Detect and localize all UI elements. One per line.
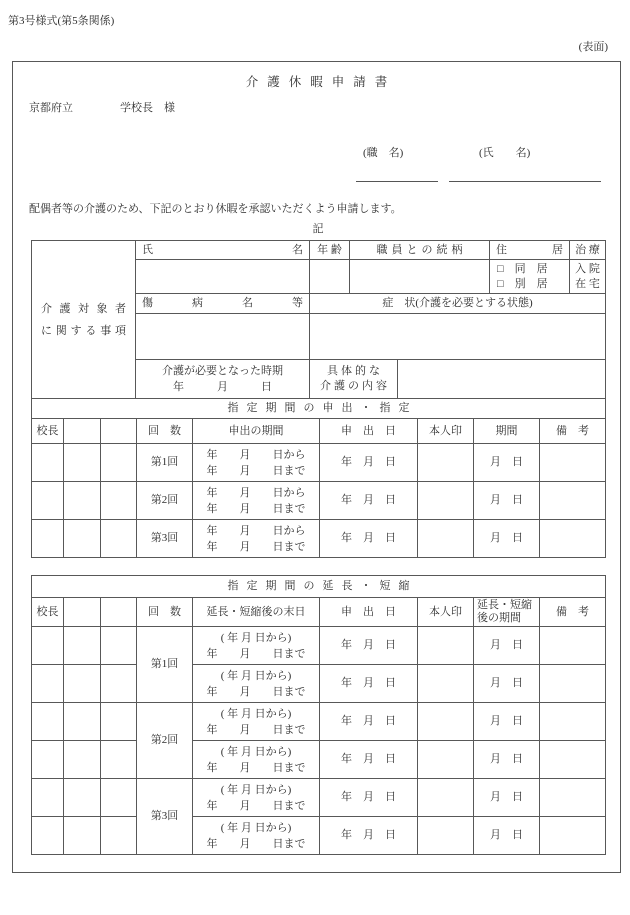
principal-header: 校長 [32, 598, 64, 627]
stamp-cell[interactable] [101, 482, 137, 520]
name-header [136, 241, 310, 260]
age-value-cell[interactable] [310, 260, 350, 294]
seal-cell[interactable] [418, 779, 474, 817]
principal-stamp-cell[interactable] [32, 627, 64, 665]
end-date-from-template: ( 年 月 日から) [220, 707, 292, 720]
seal-cell[interactable] [418, 741, 474, 779]
stamp-cell[interactable] [64, 665, 101, 703]
stamp-cell[interactable] [101, 444, 137, 482]
job-title-input-line[interactable] [356, 181, 438, 182]
stamp-cell[interactable] [101, 665, 137, 703]
care-detail-line2: 介護の内容 [320, 380, 390, 392]
addressee-line [29, 99, 175, 115]
period-cell[interactable] [193, 482, 320, 520]
care-detail-label [310, 360, 398, 398]
term-cell[interactable]: 月 日 [474, 665, 540, 703]
end-date-from-template: ( 年 月 日から) [220, 669, 292, 682]
care-detail-row [310, 360, 606, 399]
end-date-header: 延長・短縮後の末日 [193, 598, 320, 627]
stamp-cell[interactable] [64, 627, 101, 665]
period-header: 申出の期間 [193, 419, 320, 444]
round-label: 第1回 [137, 627, 193, 703]
disease-header [136, 294, 310, 314]
form-box [12, 61, 621, 873]
stamp-cell[interactable] [64, 741, 101, 779]
approval-header-blank[interactable] [101, 598, 137, 627]
end-date-cell[interactable] [193, 665, 320, 703]
disease-header-text: 傷 病 名 等 [142, 297, 303, 310]
end-date-cell[interactable] [193, 817, 320, 855]
approval-header-blank[interactable] [64, 419, 101, 444]
approval-header-blank[interactable] [64, 598, 101, 627]
end-date-cell[interactable] [193, 779, 320, 817]
care-target-table [31, 240, 606, 399]
round-label: 第2回 [137, 703, 193, 779]
stamp-cell[interactable] [101, 741, 137, 779]
seal-cell[interactable] [418, 444, 474, 482]
extension-table [31, 575, 606, 855]
name-label: (氏 名) [479, 147, 531, 159]
seal-header: 本人印 [418, 598, 474, 627]
remarks-cell[interactable] [540, 627, 606, 665]
term-header: 期間 [474, 419, 540, 444]
relation-value-cell[interactable] [350, 260, 490, 294]
principal-stamp-cell[interactable] [32, 444, 64, 482]
round-label: 第3回 [137, 779, 193, 855]
term-cell[interactable]: 月 日 [474, 741, 540, 779]
care-start-label [136, 360, 310, 399]
term-cell[interactable]: 月 日 [474, 482, 540, 520]
stamp-cell[interactable] [101, 520, 137, 558]
section-label-line1: 介 護 対 象 者 [41, 302, 126, 315]
application-date-cell[interactable]: 年 月 日 [320, 779, 418, 817]
symptom-header: 症 状(介護を必要とする状態) [310, 294, 606, 314]
care-detail-split [310, 360, 605, 398]
term-cell[interactable]: 月 日 [474, 627, 540, 665]
term-cell[interactable]: 月 日 [474, 779, 540, 817]
period-to-template: 年 月 日まで [206, 540, 306, 553]
disease-value-cell[interactable] [136, 314, 310, 360]
end-date-to-template: 年 月 日まで [206, 685, 306, 698]
application-date-cell[interactable]: 年 月 日 [320, 520, 418, 558]
period-to-template: 年 月 日まで [206, 502, 306, 515]
care-target-section-label [32, 241, 136, 399]
age-header: 年 齢 [310, 241, 350, 260]
round-label: 第3回 [137, 520, 193, 558]
addressee-prefecture: 京都府立 [29, 102, 73, 114]
period-from-template: 年 月 日から [206, 486, 306, 499]
end-date-to-template: 年 月 日まで [206, 647, 306, 660]
term-cell[interactable]: 月 日 [474, 703, 540, 741]
treatment-header: 治 療 [570, 241, 606, 260]
residence-option-living-apart[interactable]: □ 別 居 [497, 277, 548, 290]
addressee-principal: 学校長 様 [120, 102, 175, 114]
stamp-cell[interactable] [64, 779, 101, 817]
stamp-cell[interactable] [64, 703, 101, 741]
application-date-header: 申 出 日 [320, 598, 418, 627]
principal-stamp-cell[interactable] [32, 779, 64, 817]
principal-stamp-cell[interactable] [32, 703, 64, 741]
form-tables [31, 240, 605, 855]
count-header: 回 数 [137, 419, 193, 444]
stamp-cell[interactable] [64, 482, 101, 520]
remarks-cell[interactable] [540, 779, 606, 817]
period-cell[interactable] [193, 444, 320, 482]
seal-cell[interactable] [418, 703, 474, 741]
end-date-cell[interactable] [193, 741, 320, 779]
end-date-to-template: 年 月 日まで [206, 799, 306, 812]
remarks-cell[interactable] [540, 665, 606, 703]
principal-stamp-cell[interactable] [32, 741, 64, 779]
remarks-cell[interactable] [540, 741, 606, 779]
round-label: 第2回 [137, 482, 193, 520]
remarks-cell[interactable] [540, 482, 606, 520]
stamp-cell[interactable] [101, 779, 137, 817]
name-input-line[interactable] [449, 181, 601, 182]
treatment-options-cell[interactable] [570, 260, 606, 294]
term-after-line2: 後の期間 [477, 612, 521, 624]
residence-option-living-together[interactable]: □ 同 居 [497, 262, 548, 275]
period-from-template: 年 月 日から [206, 524, 306, 537]
form-title: 介護休暇申請書 [245, 75, 397, 89]
symptom-value-cell[interactable] [310, 314, 606, 360]
seal-cell[interactable] [418, 627, 474, 665]
end-date-from-template: ( 年 月 日から) [220, 821, 292, 834]
job-title-label: (職 名) [363, 147, 404, 159]
name-value-cell[interactable] [136, 260, 310, 294]
designation-table [31, 398, 606, 558]
remarks-header: 備 考 [540, 419, 606, 444]
term-cell[interactable]: 月 日 [474, 444, 540, 482]
seal-header: 本人印 [418, 419, 474, 444]
note-mark: 記 [312, 223, 324, 235]
care-detail-line1: 具体的な [327, 365, 383, 377]
application-date-cell[interactable]: 年 月 日 [320, 444, 418, 482]
care-detail-value-cell[interactable] [398, 360, 605, 398]
stamp-cell[interactable] [101, 703, 137, 741]
school-name-blank[interactable] [73, 103, 120, 115]
term-cell[interactable]: 月 日 [474, 817, 540, 855]
section-label-line2: に 関 す る 事 項 [41, 324, 126, 337]
principal-stamp-cell[interactable] [32, 817, 64, 855]
principal-stamp-cell[interactable] [32, 482, 64, 520]
end-date-to-template: 年 月 日まで [206, 761, 306, 774]
name-header-text: 氏 名 [142, 243, 303, 256]
stamp-cell[interactable] [101, 627, 137, 665]
approval-header-blank[interactable] [101, 419, 137, 444]
stamp-cell[interactable] [64, 817, 101, 855]
seal-cell[interactable] [418, 520, 474, 558]
end-date-from-template: ( 年 月 日から) [220, 631, 292, 644]
application-date-cell[interactable]: 年 月 日 [320, 482, 418, 520]
count-header: 回 数 [137, 598, 193, 627]
designation-band-title: 指定期間の申出・指定 [32, 399, 606, 419]
application-date-cell[interactable]: 年 月 日 [320, 741, 418, 779]
treatment-option-hospital[interactable]: 入 院 [575, 262, 600, 275]
principal-stamp-cell[interactable] [32, 665, 64, 703]
residence-header-text: 住 居 [496, 243, 563, 256]
application-date-cell[interactable]: 年 月 日 [320, 703, 418, 741]
end-date-cell[interactable] [193, 703, 320, 741]
care-start-line1: 介護が必要となった時期 [162, 365, 283, 377]
care-start-date-template[interactable]: 年 月 日 [173, 381, 272, 393]
end-date-from-template: ( 年 月 日から) [220, 745, 292, 758]
stamp-cell[interactable] [101, 817, 137, 855]
application-date-cell[interactable]: 年 月 日 [320, 665, 418, 703]
seal-cell[interactable] [418, 482, 474, 520]
stamp-cell[interactable] [64, 444, 101, 482]
form-number: 第3号様式(第5条関係) [8, 15, 115, 27]
application-date-cell[interactable]: 年 月 日 [320, 627, 418, 665]
period-to-template: 年 月 日まで [206, 464, 306, 477]
stamp-cell[interactable] [64, 520, 101, 558]
period-cell[interactable] [193, 520, 320, 558]
remarks-cell[interactable] [540, 444, 606, 482]
relation-header: 職員との続柄 [350, 241, 490, 260]
extension-band-title: 指定期間の延長・短縮 [32, 576, 606, 598]
remarks-cell[interactable] [540, 817, 606, 855]
remarks-header: 備 考 [540, 598, 606, 627]
remarks-cell[interactable] [540, 703, 606, 741]
end-date-to-template: 年 月 日まで [206, 837, 306, 850]
end-date-from-template: ( 年 月 日から) [220, 783, 292, 796]
principal-stamp-cell[interactable] [32, 520, 64, 558]
residence-header [490, 241, 570, 260]
application-date-cell[interactable]: 年 月 日 [320, 817, 418, 855]
application-date-header: 申 出 日 [320, 419, 418, 444]
term-cell[interactable]: 月 日 [474, 520, 540, 558]
principal-header: 校長 [32, 419, 64, 444]
remarks-cell[interactable] [540, 520, 606, 558]
seal-cell[interactable] [418, 817, 474, 855]
end-date-cell[interactable] [193, 627, 320, 665]
seal-cell[interactable] [418, 665, 474, 703]
term-after-line1: 延長・短縮 [477, 599, 532, 611]
period-from-template: 年 月 日から [206, 448, 306, 461]
side-label: (表面) [578, 41, 608, 53]
treatment-option-home[interactable]: 在 宅 [575, 277, 600, 290]
end-date-to-template: 年 月 日まで [206, 723, 306, 736]
residence-options-cell[interactable] [490, 260, 570, 294]
round-label: 第1回 [137, 444, 193, 482]
term-after-header [474, 598, 540, 627]
request-sentence: 配偶者等の介護のため、下記のとおり休暇を承認いただくよう申請します。 [29, 203, 402, 215]
